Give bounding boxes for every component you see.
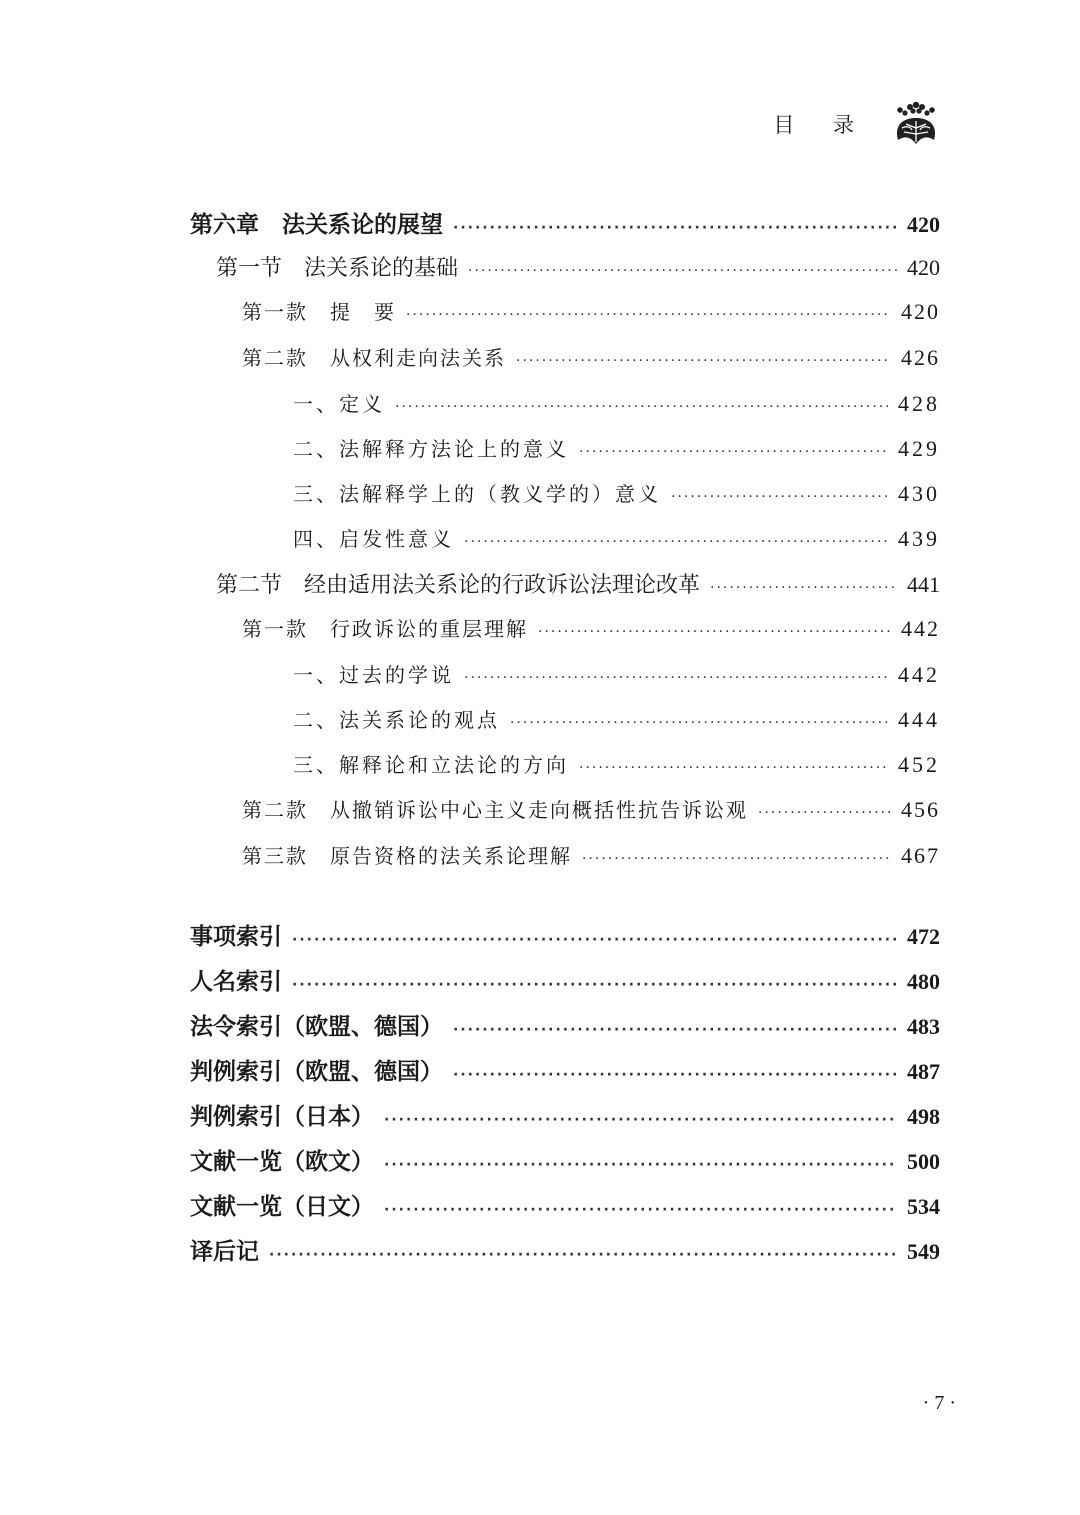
index-entry-label: 判例索引（日本） bbox=[190, 1104, 374, 1130]
toc-entry[interactable] bbox=[190, 251, 940, 296]
leader-dots bbox=[510, 715, 888, 731]
running-header bbox=[773, 96, 944, 152]
toc-entry-label: 第二节 经由适用法关系论的行政诉讼法理论改革 bbox=[216, 573, 701, 598]
toc-entry[interactable] bbox=[190, 840, 940, 886]
toc-entry[interactable] bbox=[190, 704, 940, 749]
toc-entry-label: 第二款 从权利走向法关系 bbox=[242, 346, 506, 370]
toc-entry-label: 第三款 原告资格的法关系论理解 bbox=[242, 844, 572, 868]
index-entry[interactable] bbox=[190, 1053, 940, 1098]
leader-dots bbox=[453, 220, 897, 236]
leader-dots bbox=[671, 489, 888, 505]
table-of-contents bbox=[190, 206, 940, 1278]
index-entry-page: 549 bbox=[907, 1239, 940, 1264]
leader-dots bbox=[758, 805, 891, 821]
toc-entry[interactable] bbox=[190, 613, 940, 659]
toc-entry[interactable] bbox=[190, 206, 940, 251]
leader-dots bbox=[516, 353, 891, 369]
paulownia-crest-icon bbox=[888, 96, 944, 152]
index-entry[interactable] bbox=[190, 1098, 940, 1143]
toc-entry[interactable] bbox=[190, 523, 940, 568]
index-entry-label: 判例索引（欧盟、德国） bbox=[190, 1059, 443, 1085]
toc-entry-label: 第一款 行政诉讼的重层理解 bbox=[242, 617, 528, 641]
section-spacer bbox=[190, 886, 940, 918]
toc-entry-page: 420 bbox=[907, 255, 940, 280]
toc-entry-label: 一、定义 bbox=[293, 392, 385, 416]
leader-dots bbox=[395, 399, 888, 415]
index-entry[interactable] bbox=[190, 1008, 940, 1053]
leader-dots bbox=[468, 263, 897, 279]
toc-entry-label: 三、解释论和立法论的方向 bbox=[293, 753, 569, 777]
leader-dots bbox=[464, 670, 888, 686]
index-entry[interactable] bbox=[190, 918, 940, 963]
leader-dots bbox=[453, 1067, 897, 1083]
toc-entry[interactable] bbox=[190, 568, 940, 613]
toc-entry[interactable] bbox=[190, 794, 940, 840]
leader-dots bbox=[579, 444, 888, 460]
index-entry-label: 事项索引 bbox=[190, 924, 282, 950]
index-entry-label: 文献一览（欧文） bbox=[190, 1149, 374, 1175]
toc-entry-label: 第一节 法关系论的基础 bbox=[216, 256, 459, 281]
leader-dots bbox=[538, 624, 891, 640]
toc-entry-page: 428 bbox=[898, 391, 940, 416]
index-entry-label: 人名索引 bbox=[190, 969, 282, 995]
leader-dots bbox=[384, 1157, 897, 1173]
index-entry-page: 483 bbox=[907, 1014, 940, 1039]
leader-dots bbox=[582, 851, 891, 867]
toc-entry[interactable] bbox=[190, 478, 940, 523]
index-entry-label: 法令索引（欧盟、德国） bbox=[190, 1014, 443, 1040]
toc-entry-page: 441 bbox=[907, 572, 940, 597]
index-entry-page: 534 bbox=[907, 1194, 940, 1219]
leader-dots bbox=[579, 760, 888, 776]
toc-entry-label: 四、启发性意义 bbox=[293, 527, 454, 551]
toc-entry-page: 444 bbox=[898, 707, 940, 732]
toc-entry-page: 426 bbox=[901, 345, 940, 370]
toc-entry-page: 420 bbox=[907, 212, 940, 237]
leader-dots bbox=[464, 534, 888, 550]
toc-entry-page: 467 bbox=[901, 843, 940, 868]
index-entry-page: 487 bbox=[907, 1059, 940, 1084]
index-entry-label: 译后记 bbox=[190, 1239, 259, 1265]
leader-dots bbox=[269, 1247, 897, 1263]
index-entry-page: 472 bbox=[907, 924, 940, 949]
toc-entry[interactable] bbox=[190, 296, 940, 342]
index-entry-page: 500 bbox=[907, 1149, 940, 1174]
toc-entry[interactable] bbox=[190, 659, 940, 704]
index-entry[interactable] bbox=[190, 1143, 940, 1188]
leader-dots bbox=[384, 1202, 897, 1218]
toc-entry-label: 一、过去的学说 bbox=[293, 663, 454, 687]
toc-entry-label: 二、法关系论的观点 bbox=[293, 708, 500, 732]
toc-entry-page: 456 bbox=[901, 797, 940, 822]
toc-entry[interactable] bbox=[190, 388, 940, 433]
toc-entry-page: 429 bbox=[898, 436, 940, 461]
index-entry-label: 文献一览（日文） bbox=[190, 1194, 374, 1220]
toc-entry[interactable] bbox=[190, 433, 940, 478]
leader-dots bbox=[710, 580, 897, 596]
index-entry-page: 480 bbox=[907, 969, 940, 994]
toc-entry-page: 442 bbox=[901, 616, 940, 641]
toc-entry-label: 三、法解释学上的（教义学的）意义 bbox=[293, 482, 661, 506]
toc-entry-page: 439 bbox=[898, 526, 940, 551]
page-number: · 7 · bbox=[922, 1392, 956, 1414]
toc-entry-label: 第六章 法关系论的展望 bbox=[190, 212, 443, 238]
toc-entry-page: 420 bbox=[901, 299, 940, 324]
leader-dots bbox=[292, 932, 897, 948]
index-entry[interactable] bbox=[190, 1233, 940, 1278]
toc-entry-label: 第一款 提 要 bbox=[242, 300, 396, 324]
toc-entry-label: 二、法解释方法论上的意义 bbox=[293, 437, 569, 461]
index-entry-page: 498 bbox=[907, 1104, 940, 1129]
toc-entry-page: 442 bbox=[898, 662, 940, 687]
toc-entry[interactable] bbox=[190, 342, 940, 388]
toc-entry-label: 第二款 从撤销诉讼中心主义走向概括性抗告诉讼观 bbox=[242, 798, 748, 822]
leader-dots bbox=[384, 1112, 897, 1128]
header-title: 目 录 bbox=[773, 113, 870, 137]
leader-dots bbox=[406, 307, 891, 323]
leader-dots bbox=[453, 1022, 897, 1038]
toc-entry-page: 430 bbox=[898, 481, 940, 506]
toc-entry-page: 452 bbox=[898, 752, 940, 777]
index-entry[interactable] bbox=[190, 963, 940, 1008]
index-entry[interactable] bbox=[190, 1188, 940, 1233]
leader-dots bbox=[292, 977, 897, 993]
toc-entry[interactable] bbox=[190, 749, 940, 794]
